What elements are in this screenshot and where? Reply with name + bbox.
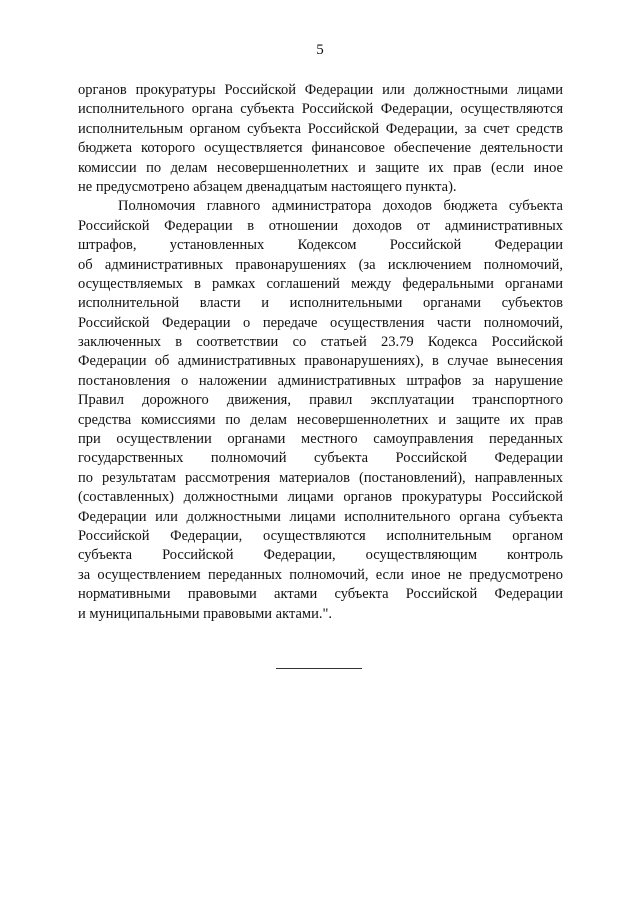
- text-line: заключенных в соответствии со статьей 23.79 Кодекса Российской: [78, 334, 563, 351]
- text-line: при осуществлении органами местного самоуправления переданных: [78, 431, 563, 448]
- paragraph-powers: [78, 197, 563, 624]
- text-line: не предусмотрено абзацем двенадцатым настоящего пункта).: [78, 178, 457, 195]
- text-line: комиссии по делам несовершеннолетних и защите их прав (если иное: [78, 159, 563, 176]
- text-line: осуществляемых в рамках соглашений между федеральными органами: [78, 275, 563, 292]
- text-line: органов прокуратуры Российской Федерации или должностными лицами: [78, 82, 563, 98]
- text-line: исполнительного органа субъекта Российской Федерации, осуществляются: [78, 101, 563, 118]
- text-line: по результатам рассмотрения материалов (постановлений), направленных: [78, 469, 563, 486]
- text-line: средства комиссиями по делам несовершеннолетних и защите их прав: [78, 411, 563, 428]
- text-line: (составленных) должностными лицами органов прокуратуры Российской: [78, 489, 563, 506]
- text-line: Федерации или должностными лицами исполнительного органа субъекта: [78, 508, 563, 525]
- text-line: Полномочия главного администратора доходов бюджета субъекта: [118, 198, 563, 215]
- document-body: [78, 81, 563, 624]
- text-line: Правил дорожного движения, правил эксплуатации транспортного: [78, 392, 563, 409]
- text-line: Российской Федерации, осуществляются исполнительным органом: [78, 527, 563, 544]
- text-line: Федерации об административных правонарушениях), в случае вынесения: [78, 353, 563, 370]
- text-line: государственных полномочий субъекта Российской Федерации: [78, 450, 563, 467]
- text-line: за осуществлением переданных полномочий, если иное не предусмотрено: [78, 566, 563, 583]
- paragraph-continued: [78, 81, 563, 197]
- text-line: постановления о наложении административных штрафов за нарушение: [78, 372, 563, 389]
- text-line: нормативными правовыми актами субъекта Российской Федерации: [78, 586, 563, 603]
- text-line: исполнительным органом субъекта Российской Федерации, за счет средств: [78, 120, 563, 137]
- text-line: штрафов, установленных Кодексом Российской Федерации: [78, 237, 563, 254]
- page-number: 5: [316, 42, 324, 58]
- text-line: бюджета которого осуществляется финансовое обеспечение деятельности: [78, 140, 563, 157]
- text-line: об административных правонарушениях (за исключением полномочий,: [78, 256, 563, 273]
- text-line: субъекта Российской Федерации, осуществляющим контроль: [78, 547, 563, 564]
- text-line: Российской Федерации о передаче осуществления части полномочий,: [78, 314, 563, 331]
- text-line: Российской Федерации в отношении доходов от административных: [78, 217, 563, 234]
- end-separator-line: [276, 668, 362, 669]
- text-line: и муниципальными правовыми актами.".: [78, 605, 333, 622]
- text-line: исполнительной власти и исполнительными органами субъектов: [78, 295, 563, 312]
